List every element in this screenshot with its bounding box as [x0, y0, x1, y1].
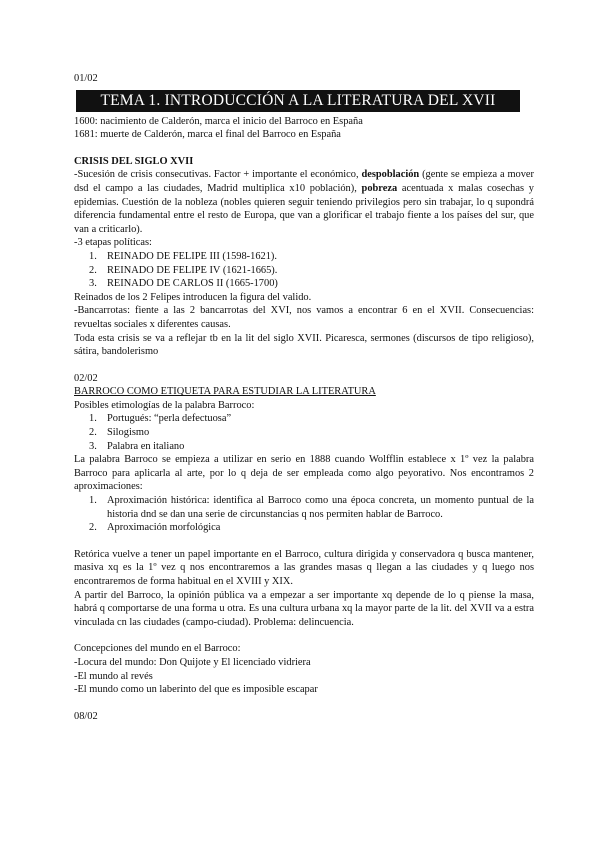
date-heading: 02/02 [74, 372, 98, 384]
list-text: Portugués: “perla defectuosa” [107, 413, 232, 425]
intro-line: 1681: muerte de Calderón, marca el final del Barroco en España [74, 129, 341, 141]
list-number: 2. [89, 522, 97, 534]
list-text: Aproximación histórica: identifica al Barroco como una época concreta, un momento puntual de la historia dnd se dan una serie de circunstancias q nos permiten hablar de Barroco. [107, 495, 534, 520]
text: acentuada x malas cosechas y epidemias. Cuestión de la nobleza (nobles quieren seguir teniendo privilegios pero sin trabajar, lo q supondrá diferencia fundamental entre el resto de Europa, que van a glorificar el trabajo fiente a los países del sur, que van a criticarlo). [74, 182, 534, 235]
list-number: 3. [89, 440, 97, 452]
list-number: 2. [89, 264, 97, 276]
concept-line: -El mundo como un laberinto del que es imposible escapar [74, 684, 318, 696]
list-item [74, 440, 534, 454]
paragraph: Concepciones del mundo en el Barroco: [74, 643, 241, 655]
concept-line: -El mundo al revés [74, 670, 153, 682]
section-heading-barroco: BARROCO COMO ETIQUETA PARA ESTUDIAR LA LITERATURA [74, 386, 376, 398]
list-number: 2. [89, 427, 97, 439]
spacer [74, 142, 534, 155]
list-number: 1. [89, 413, 97, 425]
list-number: 1. [89, 495, 97, 507]
list-number: 3. [89, 278, 97, 290]
list-item [74, 494, 534, 521]
intro-line: 1600: nacimiento de Calderón, marca el inicio del Barroco en España [74, 115, 363, 127]
spacer [74, 535, 534, 548]
spacer [74, 629, 534, 642]
list-text: REINADO DE CARLOS II (1665-1700) [107, 278, 278, 290]
paragraph [74, 168, 534, 236]
text-bold: pobreza [361, 182, 398, 194]
paragraph: Retórica vuelve a tener un papel importante en el Barroco, cultura dirigida y conservadora q busca mantener, masiva xq es la 1º vez q nos encontraremos a las grandes masas q llegan a las ciudades y q luego nos encontraremos de forma habitual en el XVIII y XIX. [74, 548, 534, 587]
list-text: REINADO DE FELIPE III (1598-1621). [107, 250, 277, 262]
paragraph: La palabra Barroco se empieza a utilizar en serio en 1888 cuando Wolfflin establece x 1º vez la palabra Barroco para aplicarla al arte, por lo q deja de ser empleada como algo peyorativo. Nos encontramos 2 aproximaciones: [74, 454, 534, 493]
list-text: REINADO DE FELIPE IV (1621-1665). [107, 264, 278, 276]
spacer [74, 359, 534, 372]
list-item [74, 250, 534, 264]
spacer [74, 697, 534, 710]
list-item [74, 277, 534, 291]
date-heading: 01/02 [74, 73, 98, 84]
stages-list [74, 250, 534, 291]
page-title: TEMA 1. INTRODUCCIÓN A LA LITERATURA DEL XVII [76, 90, 520, 112]
concept-line: -Locura del mundo: Don Quijote y El licenciado vidriera [74, 656, 311, 668]
list-item [74, 426, 534, 440]
list-text: Silogismo [107, 427, 150, 439]
text: -Sucesión de crisis consecutivas. Factor + importante el económico, [74, 169, 362, 181]
list-text: Aproximación morfológica [107, 522, 221, 534]
text: (gente se empieza a mover dsd el campo a las ciudades, Madrid multiplica x10 población), [74, 169, 534, 194]
paragraph: Toda esta crisis se va a reflejar tb en la lit del siglo XVII. Picaresca, sermones (discursos de tipo religioso), sátira, bandolerismo [74, 332, 534, 358]
list-item [74, 412, 534, 426]
paragraph: -Bancarrotas: fiente a las 2 bancarrotas del XVI, nos vamos a encontrar 6 en el XVII. Consecuencias: revueltas sociales x diferentes causas. [74, 305, 534, 330]
etymology-list [74, 412, 534, 453]
document-page [74, 72, 534, 723]
list-item [74, 264, 534, 278]
paragraph: -3 etapas políticas: [74, 237, 152, 249]
list-text: Palabra en italiano [107, 440, 185, 452]
text-bold: despoblación [361, 169, 420, 181]
section-heading-crisis: CRISIS DEL SIGLO XVII [74, 155, 194, 167]
paragraph: A partir del Barroco, la opinión pública va a empezar a ser importante xq depende de lo q piense la masa, habrá q comportarse de una forma u otra. Es una cultura urbana xq la mayor parte de la lit. del XVII va a estra vinculada cn las ciudades (campo-ciudad). Problema: delincuencia. [74, 589, 534, 628]
list-number: 1. [89, 250, 97, 262]
paragraph: Posibles etimologías de la palabra Barroco: [74, 399, 255, 411]
approaches-list [74, 494, 534, 535]
list-item [74, 521, 534, 535]
paragraph: Reinados de los 2 Felipes introducen la figura del valido. [74, 291, 312, 303]
date-heading: 08/02 [74, 710, 98, 722]
